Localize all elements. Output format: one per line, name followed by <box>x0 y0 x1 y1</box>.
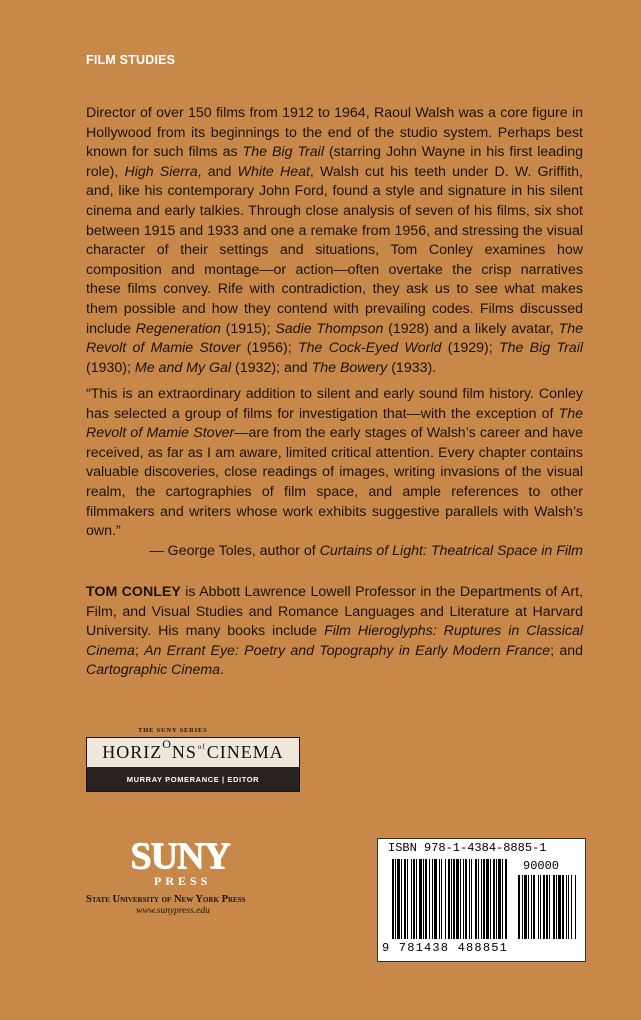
series-title-part: HORIZ <box>102 742 163 762</box>
series-title-small: of <box>197 742 206 751</box>
series-editor: MURRAY POMERANCE | EDITOR <box>87 767 299 791</box>
book-description <box>86 104 583 378</box>
bio-text: is Abbott Lawrence Lowell Professor in the Departments of Art, Film, and Visual Studies and Romance Languages and Literature at Harvard University. His many books include Film Hieroglyphs: Ruptures in Classical Cinema; An Errant Eye: Poetry and Topography in Early Modern France; and Cartographic Cinema. <box>86 584 584 679</box>
barcode-panel <box>377 838 586 962</box>
publisher-url: www.sunypress.edu <box>136 906 210 916</box>
series-logo <box>86 727 300 792</box>
publisher-logo-top: SUNY <box>130 835 230 877</box>
publisher-logo <box>86 835 286 916</box>
series-label: THE SUNY SERIES <box>138 727 208 734</box>
price-code: 90000 <box>523 859 560 873</box>
series-box <box>86 737 300 792</box>
author-bio <box>86 583 583 681</box>
ean-digits: 9 781438 488851 <box>382 941 509 955</box>
quote-attribution: — George Toles, author of Curtains of Light: Theatrical Space in Film <box>149 542 583 559</box>
description-paragraph: Director of over 150 films from 1912 to 1964, Raoul Walsh was a core figure in Hollywood from its beginnings to the end of the studio system. Perhaps best known for such films as The Big Trail (starring John Wayne in his first leading role), High Sierra, and White Heat, Walsh cut his teeth under D. W. Griffith, and, like his contemporary John Ford, found a style and signature in his silent cinema and early talkies. Through close analysis of seven of his films, six shot between 1915 and 1933 and one a remake from 1956, and stressing the visual character of their settings and situations, Tom Conley examines how composition and montage—or action—often overtake the crisp narratives these films convey. Rife with contradiction, they ask us to see what makes them possible and how they contend with prevailing codes. Films discussed include Regeneration (1915); Sadie Thompson (1928) and a likely avatar, The Revolt of Mamie Stover (1956); The Cock-Eyed World (1929); The Big Trail (1930); Me and My Gal (1932); and The Bowery (1933). <box>86 105 584 376</box>
publisher-logo-bottom: PRESS <box>154 874 212 888</box>
series-title <box>87 738 299 767</box>
isbn-text: ISBN 978-1-4384-8885-1 <box>388 841 547 855</box>
endorsement-quote <box>86 385 583 561</box>
series-title-part: O <box>162 737 172 751</box>
bio-paragraph <box>86 583 583 681</box>
series-title-part: CINEMA <box>206 742 284 762</box>
quote-text: “This is an extraordinary addition to silent and early sound film history. Conley has selected a group of films for investigation that—with the exception of The Revolt of Mamie Stover—are from the early stages of Walsh’s career and have received, as far as I am aware, limited critical attention. Every chapter contains valuable discoveries, close readings of images, writing invasions of the visual realm, the cartographies of film space, and ample references to other filmmakers and writers whose work exhibits suggestive parallels with Walsh’s own.” <box>86 386 583 540</box>
author-name: TOM CONLEY <box>86 584 181 600</box>
publisher-name: State University of New York Press <box>86 894 246 905</box>
category-label: FILM STUDIES <box>86 53 176 67</box>
series-title-part: NS <box>171 742 197 762</box>
